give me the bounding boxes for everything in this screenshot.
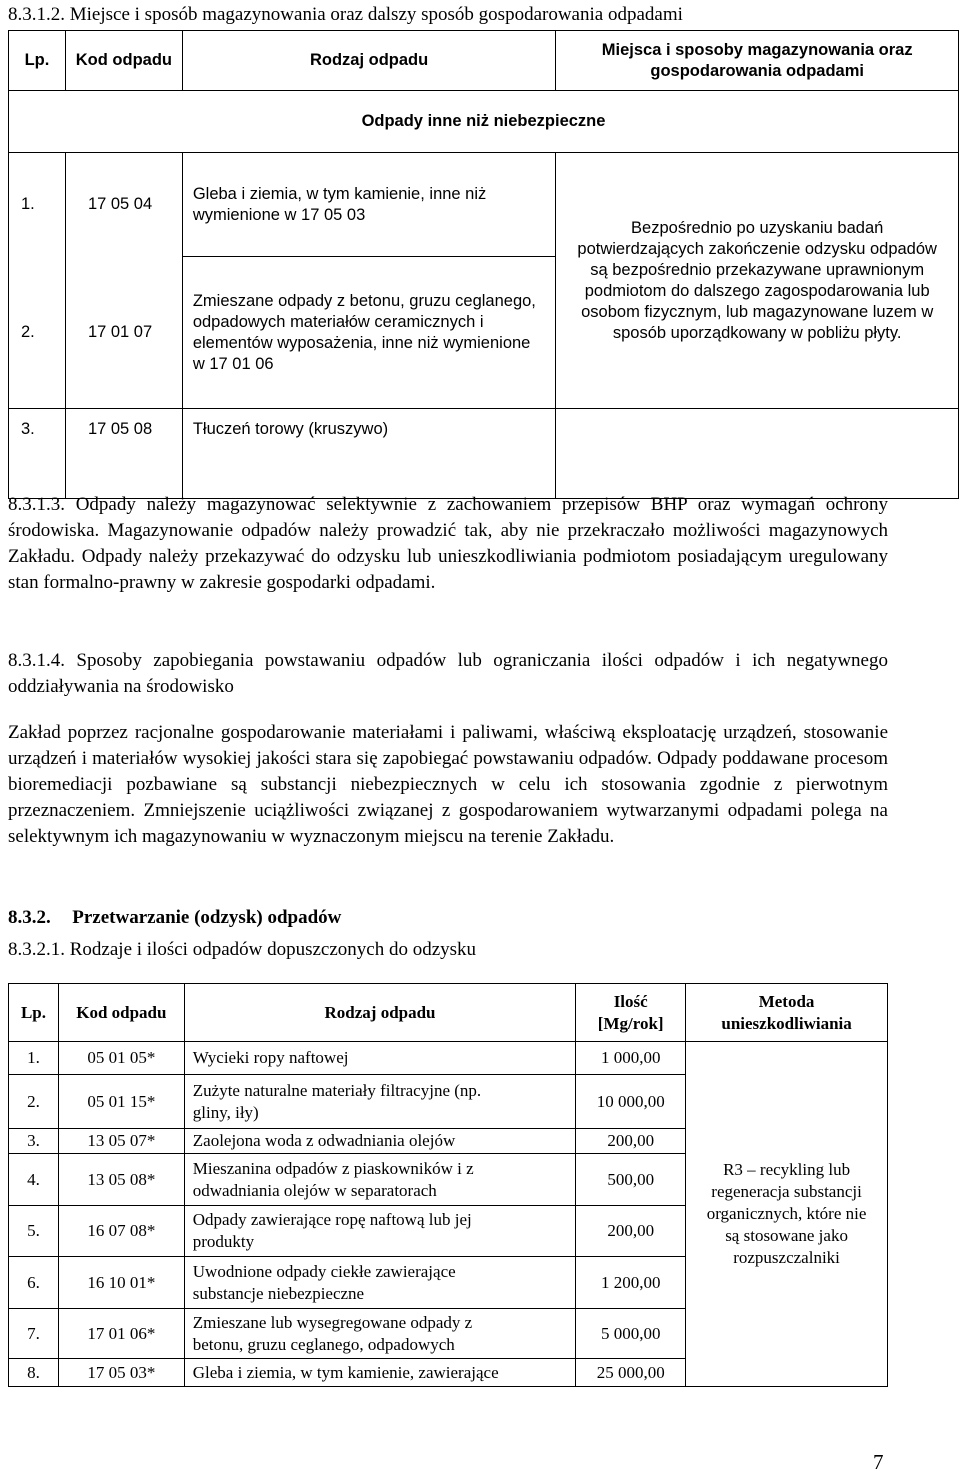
header-kod: Kod odpadu: [65, 31, 182, 91]
header-kod: Kod odpadu: [58, 984, 184, 1042]
row-rodzaj: Zmieszane lub wysegregowane odpady z betonu, gruzu ceglanego, odpadowych: [184, 1309, 575, 1359]
section-title: 8.3.1.2. Miejsce i sposób magazynowania oraz dalszy sposób gospodarowania odpadami: [8, 4, 683, 25]
row-lp: 2.: [9, 1075, 59, 1129]
recovery-method: R3 – recykling lub regeneracja substancji organicznych, które nie są stosowane jako rozpuszczalniki: [686, 1042, 888, 1387]
row-rodzaj: Odpady zawierające ropę naftową lub jej produkty: [184, 1206, 575, 1257]
row-rodzaj: Tłuczeń torowy (kruszywo): [182, 409, 556, 499]
section-832-title: Przetwarzanie (odzysk) odpadów: [72, 907, 342, 928]
paragraph-8314-body: Zakład poprzez racjonalne gospodarowanie materiałami i paliwami, właściwą eksploatację urządzeń, stosowanie urządzeń i materiałów wysokiej jakości stara się zapobiegać powstawaniu odpadów. Odpady poddawane procesom bioremediacji pozbawiane są substancji niebezpiecznych w celu ich stosowania zgodnie z pierwotnym przeznaczeniem. Zmniejszenie uciążliwości związanej z gospodarowaniem wytwarzanymi odpadami polega na selektywnym ich magazynowaniu w wyznaczonym miejscu na terenie Zakładu.: [8, 722, 888, 847]
paragraph-8313: 8.3.1.3. Odpady należy magazynować selektywnie z zachowaniem przepisów BHP oraz wymagań ochrony środowiska. Magazynowanie odpadów należy prowadzić tak, aby nie przekraczało możliwości magazynowych Zakładu. Odpady należy przekazywać do odzysku lub unieszkodliwiania podmiotom posiadającym uregulowany stan formalno-prawny w zakresie gospodarki odpadami.: [8, 494, 888, 593]
header-rodzaj: Rodzaj odpadu: [184, 984, 575, 1042]
group-label: Odpady inne niż niebezpieczne: [9, 91, 959, 153]
row-ilosc: 1 200,00: [576, 1257, 686, 1309]
header-metoda-line2: unieszkodliwiania: [721, 1013, 852, 1033]
table-row: [9, 153, 959, 257]
row-ilosc: 500,00: [576, 1154, 686, 1206]
row-rodzaj: Mieszanina odpadów z piaskowników i z odwadniania olejów w separatorach: [184, 1154, 575, 1206]
row-lp: 3.: [9, 409, 66, 499]
row-rodzaj: Zaolejona woda z odwadniania olejów: [184, 1129, 575, 1154]
header-metoda: [686, 984, 888, 1042]
header-ilosc-line1: Ilość: [613, 991, 648, 1011]
row-rodzaj: Uwodnione odpady ciekłe zawierające substancje niebezpieczne: [184, 1257, 575, 1309]
row-ilosc: 5 000,00: [576, 1309, 686, 1359]
row-lp: 2.: [9, 257, 66, 409]
row-kod: 17 05 04: [65, 153, 182, 257]
row-ilosc: 1 000,00: [576, 1042, 686, 1075]
row-rodzaj: Zmieszane odpady z betonu, gruzu ceglanego, odpadowych materiałów ceramicznych i elementów wyposażenia, inne niż wymienione w 17 01 06: [182, 257, 556, 409]
row-lp: 1.: [9, 1042, 59, 1075]
storage-table-header: [9, 31, 959, 91]
row-kod: 13 05 07*: [58, 1129, 184, 1154]
row-ilosc: 10 000,00: [576, 1075, 686, 1129]
row-kod: 16 07 08*: [58, 1206, 184, 1257]
row-rodzaj: Gleba i ziemia, w tym kamienie, inne niż wymienione w 17 05 03: [182, 153, 556, 257]
storage-table: [8, 30, 959, 499]
section-832-heading: [8, 906, 341, 930]
header-miejsca: Miejsca i sposoby magazynowania oraz gospodarowania odpadami: [556, 31, 959, 91]
row-ilosc: 25 000,00: [576, 1359, 686, 1387]
row-kod: 17 05 08: [65, 409, 182, 499]
header-lp: Lp.: [9, 984, 59, 1042]
table-row: [9, 1042, 888, 1075]
row-kod: 17 01 07: [65, 257, 182, 409]
recovery-table-header: [9, 984, 888, 1042]
row-ilosc: 200,00: [576, 1129, 686, 1154]
row-lp: 6.: [9, 1257, 59, 1309]
row-kod: 05 01 05*: [58, 1042, 184, 1075]
table-row: [9, 409, 959, 499]
empty-cell: [556, 409, 959, 499]
row-lp: 3.: [9, 1129, 59, 1154]
row-lp: 8.: [9, 1359, 59, 1387]
row-lp: 4.: [9, 1154, 59, 1206]
row-rodzaj: Gleba i ziemia, w tym kamienie, zawierające: [184, 1359, 575, 1387]
row-kod: 17 05 03*: [58, 1359, 184, 1387]
row-lp: 1.: [9, 153, 66, 257]
row-kod: 05 01 15*: [58, 1075, 184, 1129]
row-kod: 13 05 08*: [58, 1154, 184, 1206]
paragraph-8314-title: 8.3.1.4. Sposoby zapobiegania powstawaniu odpadów lub ograniczania ilości odpadów i ich negatywnego oddziaływania na środowisko: [8, 650, 888, 697]
row-rodzaj: Zużyte naturalne materiały filtracyjne (np. gliny, iły): [184, 1075, 575, 1129]
header-ilosc: [576, 984, 686, 1042]
recovery-table: [8, 983, 888, 1387]
header-ilosc-line2: [Mg/rok]: [597, 1013, 664, 1033]
row-lp: 7.: [9, 1309, 59, 1359]
page-number: 7: [873, 1450, 884, 1474]
storage-method: Bezpośrednio po uzyskaniu badań potwierdzających zakończenie odzysku odpadów są bezpośrednio przekazywane uprawnionym podmiotom do dalszego zagospodarowania lub osobom fizycznym, lub magazynowane luzem w sposób uporządkowany w pobliżu płyty.: [556, 153, 959, 409]
row-kod: 16 10 01*: [58, 1257, 184, 1309]
header-lp: Lp.: [9, 31, 66, 91]
section-8321-heading: 8.3.2.1. Rodzaje i ilości odpadów dopuszczonych do odzysku: [8, 939, 477, 960]
row-ilosc: 200,00: [576, 1206, 686, 1257]
header-metoda-line1: Metoda: [758, 991, 815, 1011]
row-kod: 17 01 06*: [58, 1309, 184, 1359]
row-lp: 5.: [9, 1206, 59, 1257]
header-rodzaj: Rodzaj odpadu: [182, 31, 556, 91]
row-rodzaj: Wycieki ropy naftowej: [184, 1042, 575, 1075]
section-832-number: 8.3.2.: [8, 907, 51, 928]
